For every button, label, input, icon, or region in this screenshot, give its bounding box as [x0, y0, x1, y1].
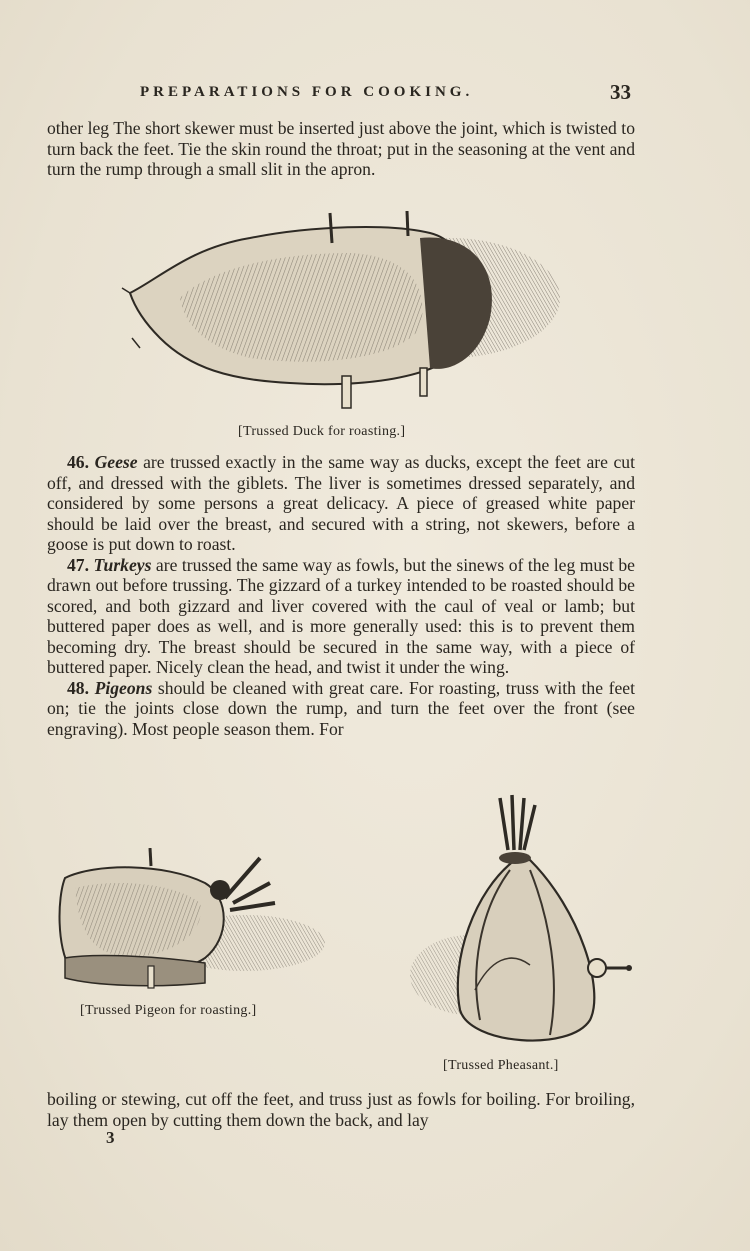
pheasant-caption: [Trussed Pheasant.] — [443, 1058, 559, 1073]
continuation-text: boiling or stewing, cut off the feet, and truss just as fowls for boiling. For broiling, lay them open by cutting them down the back, and lay — [47, 1089, 635, 1130]
paragraph-46 — [47, 452, 635, 555]
paragraphs — [47, 452, 635, 739]
signature-mark: 3 — [106, 1128, 115, 1147]
intro-paragraph — [47, 118, 635, 180]
paragraph-term: Turkeys — [93, 554, 152, 575]
continuation-paragraph — [47, 1089, 635, 1130]
paragraph-term: Geese — [94, 452, 138, 472]
duck-caption: [Trussed Duck for roasting.] — [238, 424, 406, 439]
page-number: 33 — [610, 80, 631, 104]
paragraph-47 — [47, 555, 635, 678]
paragraph-body: are trussed the same way as fowls, but the sinews of the leg must be drawn out before trussing. The gizzard of a turkey intended to be roasted should be scored, and both gizzard and liver covered with the caul of veal or lamb; but buttered paper does as well, and is more generally used: this is to prevent them becoming dry. The breast should be secured in the same way, with a piece of buttered paper. Nicely clean the head, and twist it under the wing. — [47, 554, 635, 677]
trussed-duck-illustration — [120, 208, 565, 418]
paragraph-48 — [47, 678, 635, 740]
paragraph-number: 47. — [67, 554, 89, 575]
running-head: PREPARATIONS FOR COOKING. — [140, 84, 474, 100]
trussed-pigeon-illustration — [55, 848, 330, 998]
trussed-pheasant-illustration — [400, 790, 640, 1060]
paragraph-number: 48. — [67, 677, 89, 698]
paragraph-number: 46. — [67, 452, 89, 472]
paragraph-body: are trussed exactly in the same way as ducks, except the feet are cut off, and dressed with the giblets. The liver is sometimes dressed separately, and considered by some persons a great delicacy. A piece of greased white paper should be laid over the breast, and secured with a string, not skewers, before a goose is put down to roast. — [47, 452, 635, 554]
paragraph-term: Pigeons — [94, 677, 153, 698]
pigeon-caption: [Trussed Pigeon for roasting.] — [80, 1003, 257, 1018]
intro-text: other leg The short skewer must be inserted just above the joint, which is twisted to turn back the feet. Tie the skin round the throat; put in the seasoning at the vent and turn the rump through a small slit in the apron. — [47, 118, 635, 179]
paragraph-body: should be cleaned with great care. For roasting, truss with the feet on; tie the joints close down the rump, and turn the feet over the front (see engraving). Most people season them. For — [47, 677, 635, 739]
